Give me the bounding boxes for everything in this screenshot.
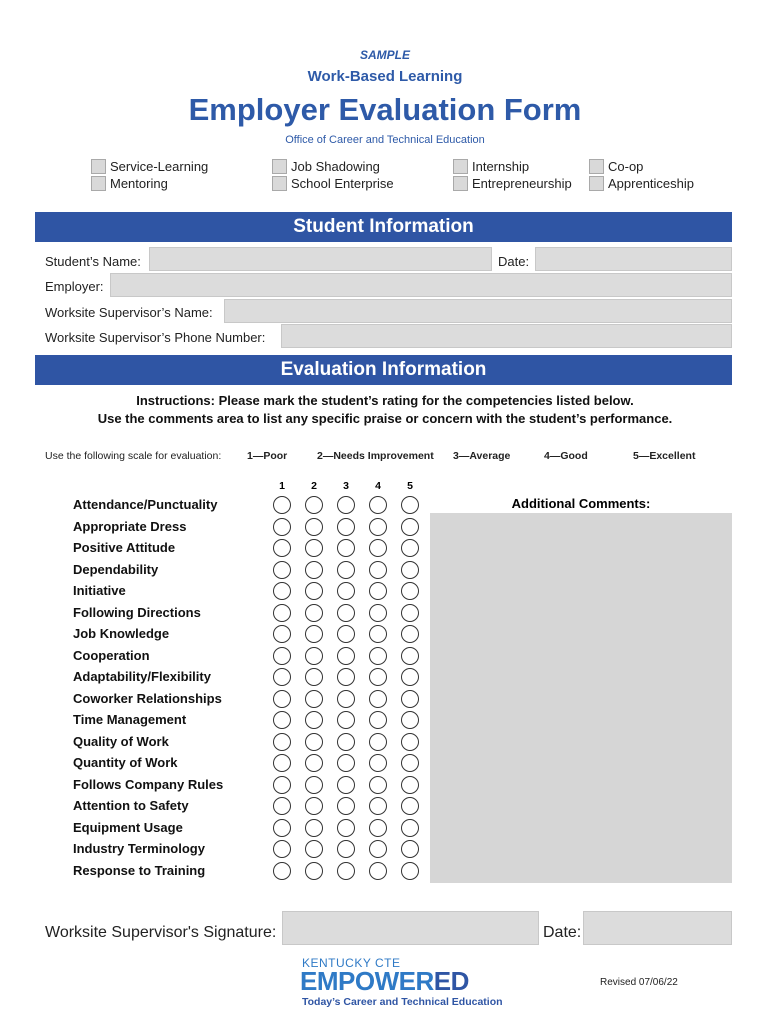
rating-radio-1[interactable]: [273, 518, 291, 536]
competency-label: Quality of Work: [73, 733, 169, 749]
rating-radio-5[interactable]: [401, 561, 419, 579]
rating-radio-5[interactable]: [401, 840, 419, 858]
competency-label: Follows Company Rules: [73, 776, 224, 792]
supervisor-name-label: Worksite Supervisor’s Name:: [45, 305, 213, 320]
rating-radio-4[interactable]: [369, 754, 387, 772]
rating-radio-2[interactable]: [305, 840, 323, 858]
rating-radio-5[interactable]: [401, 582, 419, 600]
rating-radio-2[interactable]: [305, 604, 323, 622]
rating-radio-4[interactable]: [369, 561, 387, 579]
competency-label: Industry Terminology: [73, 841, 205, 856]
checkbox-label: Co-op: [608, 159, 644, 174]
rating-radio-5[interactable]: [401, 862, 419, 880]
rating-radio-5[interactable]: [401, 518, 419, 536]
rating-radio-4[interactable]: [369, 797, 387, 815]
rating-radio-4[interactable]: [369, 733, 387, 751]
checkbox-label: Mentoring: [110, 176, 168, 191]
rating-radio-1[interactable]: [273, 776, 291, 794]
logo-ed-text: ED: [433, 966, 469, 996]
rating-radio-4[interactable]: [369, 582, 387, 600]
competency-label: Quantity of Work: [73, 755, 178, 770]
rating-radio-2[interactable]: [305, 819, 323, 837]
rating-radio-3[interactable]: [337, 797, 355, 815]
rating-radio-4[interactable]: [369, 668, 387, 686]
rating-radio-3[interactable]: [337, 754, 355, 772]
rating-radio-3[interactable]: [337, 862, 355, 880]
checkbox-job-shadowing[interactable]: [272, 158, 394, 175]
rating-radio-5[interactable]: [401, 690, 419, 708]
logo-kentucky-cte: KENTUCKY CTE: [302, 956, 401, 970]
rating-radio-2[interactable]: [305, 539, 323, 557]
rating-radio-5[interactable]: [401, 797, 419, 815]
scale-5: [633, 450, 695, 462]
rating-radio-2[interactable]: [305, 518, 323, 536]
rating-radio-2[interactable]: [305, 733, 323, 751]
checkbox-entrepreneurship[interactable]: [453, 175, 572, 192]
checkbox-box[interactable]: [453, 176, 468, 191]
rating-radio-4[interactable]: [369, 776, 387, 794]
rating-radio-3[interactable]: [337, 539, 355, 557]
logo-empower-text: EMPOWER: [300, 966, 434, 996]
scale-3: [453, 450, 510, 462]
checkbox-label: Internship: [472, 159, 530, 174]
rating-radio-5[interactable]: [401, 668, 419, 686]
rating-radio-5[interactable]: [401, 496, 419, 514]
rating-radio-4[interactable]: [369, 496, 387, 514]
checkbox-apprenticeship[interactable]: [589, 175, 694, 192]
logo-tagline: Today’s Career and Technical Education: [302, 996, 503, 1008]
scale-2-text: 2—Needs Improvement: [317, 450, 434, 462]
student-name-field[interactable]: [149, 247, 492, 271]
checkbox-box[interactable]: [272, 176, 287, 191]
competency-label: Coworker Relationships: [73, 690, 222, 706]
employer-label: Employer:: [45, 279, 104, 294]
rating-radio-4[interactable]: [369, 862, 387, 880]
instructions-line-1: Instructions: Please mark the student’s rating for the competencies listed below.: [136, 393, 634, 408]
supervisor-name-field[interactable]: [224, 299, 732, 323]
rating-radio-1[interactable]: [273, 582, 291, 600]
competency-label: Attention to Safety: [73, 798, 189, 813]
student-info-heading: Student Information: [35, 212, 732, 242]
checkbox-school-enterprise[interactable]: [272, 175, 394, 192]
rating-radio-2[interactable]: [305, 625, 323, 643]
rating-radio-3[interactable]: [337, 711, 355, 729]
checkbox-label: Service-Learning: [110, 159, 209, 174]
rating-radio-3[interactable]: [337, 776, 355, 794]
rating-radio-4[interactable]: [369, 840, 387, 858]
comments-label: Additional Comments:: [511, 496, 651, 511]
rating-radio-3[interactable]: [337, 625, 355, 643]
checkbox-service-learning[interactable]: [91, 158, 208, 175]
rating-radio-1[interactable]: [273, 733, 291, 751]
rating-column-header: 3: [343, 480, 349, 492]
rating-radio-2[interactable]: [305, 668, 323, 686]
rating-radio-5[interactable]: [401, 733, 419, 751]
rating-radio-2[interactable]: [305, 582, 323, 600]
date-label: Date:: [498, 254, 530, 269]
competency-label: Attendance/Punctuality: [73, 497, 218, 512]
scale-intro: Use the following scale for evaluation:: [45, 450, 222, 462]
checkbox-label: School Enterprise: [291, 176, 394, 191]
checkbox-box[interactable]: [272, 159, 287, 174]
program-group-1: [91, 158, 208, 192]
competency-label: Cooperation: [73, 647, 150, 663]
rating-radio-3[interactable]: [337, 582, 355, 600]
instructions-line-2: Use the comments area to list any specific praise or concern with the student’s performance.: [97, 411, 673, 426]
student-name-label: Student’s Name:: [45, 254, 141, 269]
checkbox-co-op[interactable]: [589, 158, 694, 175]
employer-field[interactable]: [110, 273, 732, 297]
rating-radio-5[interactable]: [401, 711, 419, 729]
signature-date-label: Date:: [543, 924, 582, 941]
rating-radio-2[interactable]: [305, 690, 323, 708]
sample-label: SAMPLE: [359, 48, 410, 62]
competency-label: Positive Attitude: [73, 540, 176, 555]
rating-radio-4[interactable]: [369, 819, 387, 837]
rating-radio-4[interactable]: [369, 690, 387, 708]
signature-date-field[interactable]: [583, 911, 732, 945]
rating-radio-3[interactable]: [337, 647, 355, 665]
rating-radio-1[interactable]: [273, 840, 291, 858]
rating-radio-1[interactable]: [273, 647, 291, 665]
competency-label: Following Directions: [73, 604, 201, 620]
rating-radio-2[interactable]: [305, 776, 323, 794]
scale-2: [317, 450, 434, 462]
competency-label: Job Knowledge: [73, 626, 170, 641]
rating-radio-3[interactable]: [337, 733, 355, 751]
scale-5-text: 5—Excellent: [633, 450, 696, 462]
rating-radio-4[interactable]: [369, 625, 387, 643]
rating-radio-1[interactable]: [273, 797, 291, 815]
comments-field[interactable]: [430, 513, 732, 883]
rating-radio-5[interactable]: [401, 539, 419, 557]
program-group-3: [453, 158, 572, 192]
scale-1: [247, 450, 287, 462]
rating-column-header: 1: [279, 480, 285, 492]
rating-column-header: 5: [407, 480, 413, 492]
logo-empowered: [300, 966, 469, 997]
rating-radio-1[interactable]: [273, 754, 291, 772]
rating-radio-4[interactable]: [369, 647, 387, 665]
competency-label: Time Management: [73, 712, 187, 727]
rating-radio-4[interactable]: [369, 711, 387, 729]
rating-radio-3[interactable]: [337, 819, 355, 837]
rating-radio-2[interactable]: [305, 647, 323, 665]
date-field[interactable]: [535, 247, 732, 271]
program-group-4: [589, 158, 694, 192]
form-subtitle: Work-Based Learning: [307, 68, 463, 85]
scale-4-text: 4—Good: [544, 450, 588, 462]
rating-radio-2[interactable]: [305, 496, 323, 514]
competency-label: Equipment Usage: [73, 819, 183, 835]
page-title: Employer Evaluation Form: [188, 92, 582, 127]
rating-radio-1[interactable]: [273, 604, 291, 622]
program-group-2: [272, 158, 394, 192]
scale-3-text: 3—Average: [453, 450, 511, 462]
rating-radio-3[interactable]: [337, 561, 355, 579]
rating-radio-3[interactable]: [337, 518, 355, 536]
scale-1-text: 1—Poor: [247, 450, 288, 462]
rating-radio-1[interactable]: [273, 819, 291, 837]
checkbox-label: Apprenticeship: [608, 176, 694, 191]
competency-label: Appropriate Dress: [73, 518, 187, 534]
rating-radio-5[interactable]: [401, 754, 419, 772]
signature-label: Worksite Supervisor's Signature:: [45, 924, 277, 941]
checkbox-mentoring[interactable]: [91, 175, 208, 192]
signature-field[interactable]: [282, 911, 539, 945]
competency-label: Dependability: [73, 561, 159, 577]
competency-label: Response to Training: [73, 862, 206, 878]
checkbox-box[interactable]: [453, 159, 468, 174]
rating-radio-4[interactable]: [369, 539, 387, 557]
rating-radio-2[interactable]: [305, 862, 323, 880]
rating-radio-1[interactable]: [273, 561, 291, 579]
supervisor-phone-label: Worksite Supervisor’s Phone Number:: [45, 330, 266, 345]
checkbox-box[interactable]: [589, 176, 604, 191]
competency-label: Adaptability/Flexibility: [73, 669, 211, 684]
rating-radio-5[interactable]: [401, 604, 419, 622]
rating-radio-4[interactable]: [369, 518, 387, 536]
rating-radio-4[interactable]: [369, 604, 387, 622]
rating-radio-5[interactable]: [401, 819, 419, 837]
rating-radio-1[interactable]: [273, 711, 291, 729]
checkbox-box[interactable]: [589, 159, 604, 174]
rating-radio-2[interactable]: [305, 561, 323, 579]
rating-radio-5[interactable]: [401, 647, 419, 665]
rating-column-header: 2: [311, 480, 317, 492]
competency-label: Initiative: [73, 583, 126, 598]
rating-radio-3[interactable]: [337, 690, 355, 708]
rating-radio-3[interactable]: [337, 840, 355, 858]
supervisor-phone-field[interactable]: [281, 324, 732, 348]
checkbox-label: Entrepreneurship: [472, 176, 572, 191]
rating-radio-5[interactable]: [401, 625, 419, 643]
rating-column-header: 4: [375, 480, 381, 492]
evaluation-info-heading: Evaluation Information: [35, 355, 732, 385]
rating-radio-3[interactable]: [337, 668, 355, 686]
checkbox-label: Job Shadowing: [291, 159, 380, 174]
rating-radio-1[interactable]: [273, 625, 291, 643]
rating-radio-2[interactable]: [305, 711, 323, 729]
rating-radio-3[interactable]: [337, 604, 355, 622]
rating-radio-2[interactable]: [305, 797, 323, 815]
checkbox-box[interactable]: [91, 159, 106, 174]
rating-radio-2[interactable]: [305, 754, 323, 772]
checkbox-internship[interactable]: [453, 158, 572, 175]
rating-radio-5[interactable]: [401, 776, 419, 794]
rating-radio-1[interactable]: [273, 668, 291, 686]
rating-radio-1[interactable]: [273, 690, 291, 708]
rating-radio-1[interactable]: [273, 496, 291, 514]
checkbox-box[interactable]: [91, 176, 106, 191]
rating-radio-3[interactable]: [337, 496, 355, 514]
scale-4: [544, 450, 588, 462]
rating-radio-1[interactable]: [273, 862, 291, 880]
revised-date: Revised 07/06/22: [600, 977, 678, 988]
rating-radio-1[interactable]: [273, 539, 291, 557]
office-label: Office of Career and Technical Education: [285, 134, 485, 146]
